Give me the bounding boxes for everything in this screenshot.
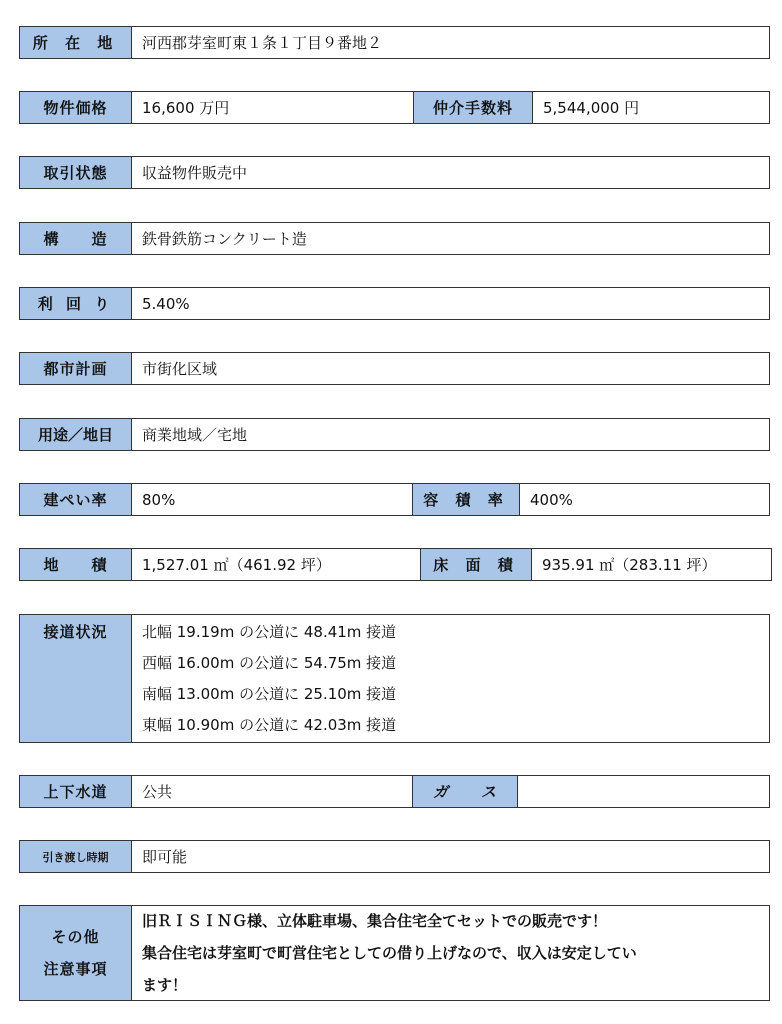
price-label: 物件価格 <box>20 92 132 123</box>
floor-area-ratio-value: 400% <box>530 490 573 509</box>
land-area-label: 地 積 <box>20 549 132 580</box>
price-row <box>19 91 770 124</box>
location-row <box>19 26 770 59</box>
gas-label: ガ ス <box>412 776 518 807</box>
city-plan-label: 都市計画 <box>20 353 132 384</box>
utilities-row <box>19 775 770 808</box>
road-access-label: 接道状況 <box>20 615 132 742</box>
price-value: 16,600 万円 <box>142 99 230 117</box>
handover-row <box>19 840 770 873</box>
transaction-value: 収益物件販売中 <box>142 164 248 182</box>
road-access-lines <box>132 615 769 742</box>
handover-value: 即可能 <box>142 848 188 866</box>
city-plan-value: 市街化区域 <box>142 360 218 378</box>
floor-area-ratio-label: 容 積 率 <box>412 484 520 515</box>
notes-label-line: その他 <box>51 928 100 946</box>
water-sewer-value: 公共 <box>142 783 173 801</box>
water-sewer-label: 上下水道 <box>20 776 132 807</box>
notes-line: ます！ <box>142 976 188 994</box>
coverage-value: 80% <box>142 490 176 509</box>
road-access-line: 南幅 13.00m の公道に 25.10m 接道 <box>142 684 397 703</box>
structure-value: 鉄骨鉄筋コンクリート造 <box>142 230 307 248</box>
yield-value: 5.40% <box>142 294 190 313</box>
coverage-label: 建ぺい率 <box>20 484 132 515</box>
brokerage-fee-label: 仲介手数料 <box>413 92 533 123</box>
notes-lines <box>132 906 769 1000</box>
road-access-line: 北幅 19.19m の公道に 48.41m 接道 <box>142 622 397 641</box>
usage-row <box>19 418 770 451</box>
usage-label: 用途／地目 <box>20 419 132 450</box>
land-area-value: 1,527.01 ㎡（461.92 坪） <box>142 556 331 574</box>
structure-label: 構 造 <box>20 223 132 254</box>
structure-row <box>19 222 770 255</box>
transaction-row <box>19 156 770 189</box>
location-label: 所 在 地 <box>20 27 132 58</box>
brokerage-fee-value: 5,544,000 円 <box>543 99 640 117</box>
floor-area-value: 935.91 ㎡（283.11 坪） <box>542 556 717 574</box>
location-value: 河西郡芽室町東１条１丁目９番地２ <box>142 34 383 52</box>
yield-label: 利 回 り <box>20 288 132 319</box>
area-row <box>19 548 772 581</box>
gas-value <box>518 776 769 807</box>
transaction-label: 取引状態 <box>20 157 132 188</box>
notes-line: 集合住宅は芽室町で町営住宅としての借り上げなので、収入は安定してい <box>142 944 637 962</box>
handover-label: 引き渡し時期 <box>20 841 132 872</box>
notes-line: 旧ＲＩＳＩＮＧ様、立体駐車場、集合住宅全てセットでの販売です！ <box>142 912 608 930</box>
road-access-line: 東幅 10.90m の公道に 42.03m 接道 <box>142 715 397 734</box>
city-plan-row <box>19 352 770 385</box>
coverage-row <box>19 483 770 516</box>
road-access-row <box>19 614 770 743</box>
yield-row <box>19 287 770 320</box>
notes-row <box>19 905 770 1001</box>
notes-label <box>20 906 132 1000</box>
notes-label-line: 注意事項 <box>43 960 108 978</box>
road-access-line: 西幅 16.00m の公道に 54.75m 接道 <box>142 653 397 672</box>
floor-area-label: 床 面 積 <box>420 549 532 580</box>
usage-value: 商業地域／宅地 <box>142 426 248 444</box>
